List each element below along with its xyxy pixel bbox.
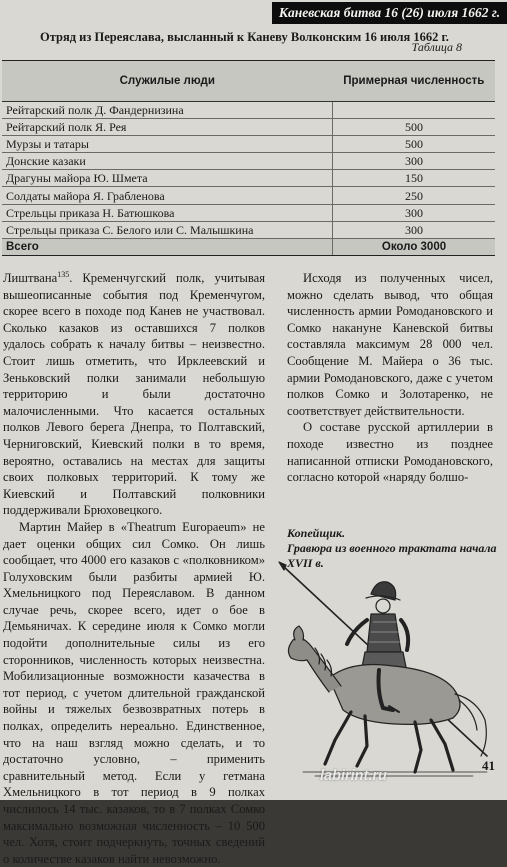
column-header-strength: Примерная численность xyxy=(333,61,496,102)
total-label: Всего xyxy=(2,238,333,255)
left-text-column xyxy=(3,270,265,867)
strength-cell: 150 xyxy=(333,170,496,187)
troops-table xyxy=(2,60,495,256)
strength-cell: 300 xyxy=(333,221,496,238)
strength-cell: 250 xyxy=(333,187,496,204)
table-row xyxy=(2,204,495,221)
caption-title: Копейщик. xyxy=(287,526,346,540)
column-header-units: Служилые люди xyxy=(2,61,333,102)
paragraph-text: . Кременчугский полк, учитывая вышеописанные события под Кременчугом, скорее всего в походе под Канев не участвовал. Сколько казаков из оставшихся 7 полков удалось собрать к началу битвы – неизвестно. Стоит лишь отметить, что Ирклеевский и Зеньковский полки занимали небольшую территорию и были достаточно малочисленными. Что касается остальных полков Левого берега Днепра, то Полтавский, Черниговский, Киевский полки в то время, вероятно, оставались на местах для защиты своих полковых территорий. К тому же Киевский и Полтавский полковники поддерживали Брюховецкого. xyxy=(3,271,265,518)
pikeman-engraving xyxy=(255,560,507,780)
unit-cell: Мурзы и татары xyxy=(2,136,333,153)
unit-cell: Драгуны майора Ю. Шмета xyxy=(2,170,333,187)
total-value: Около 3000 xyxy=(333,238,496,255)
strength-cell: 500 xyxy=(333,119,496,136)
table-total-row xyxy=(2,238,495,255)
caption-text: Гравюра из военного трактата начала XVII в. xyxy=(287,541,497,570)
unit-cell: Рейтарский полк Я. Рея xyxy=(2,119,333,136)
page-number: 41 xyxy=(482,758,495,773)
strength-cell: 500 xyxy=(333,136,496,153)
strength-cell: 300 xyxy=(333,153,496,170)
table-header-row xyxy=(2,61,495,102)
paragraph: Мартин Майер в «Theatrum Europaeum» не дает оценки общих сил Сомко. Он лишь сообщает, что 4000 его казаков с «полковником» Голуховским были разбиты армией Ю. Хмельницкого под Переяславом. В данном случае речь, скорее всего, идет о бое в Демьяничах. К середине июля к Сомко могли подойти дополнительные силы из его сторонников, численность которых неизвестна. Мобилизационные возможности казачества в тот период, с учетом длительной гражданской войны и тяжелых безвозвратных потерь в полках, определить нереально. Единственное, что на наш взгляд можно сделать, и то достаточно условно, – применить сравнительный метод. Если у гетмана Хмельницкого в тот период в 9 полках числилось 14 тыс. казаков, то в 7 полках Сомко максимально возможная численность – 10 500 чел. Хотя, стоит подчеркнуть, точных сведений о количестве казаков найти невозможно. xyxy=(3,519,265,866)
table-row xyxy=(2,170,495,187)
paragraph: О составе русской артиллерии в походе известно из позднее написанной отписки Ромодановского, согласно которой «наряду болшо- xyxy=(287,420,493,485)
table-row xyxy=(2,187,495,204)
footnote-ref: 135 xyxy=(57,269,70,279)
watermark-logo: labirint.ru xyxy=(320,768,387,784)
unit-cell: Стрельцы приказа С. Белого или С. Малышкина xyxy=(2,221,333,238)
table-row xyxy=(2,102,495,119)
table-row xyxy=(2,119,495,136)
unit-cell: Рейтарский полк Д. Фандернизина xyxy=(2,102,333,119)
table-row xyxy=(2,136,495,153)
paragraph xyxy=(3,270,265,519)
table-row xyxy=(2,221,495,238)
table-row xyxy=(2,153,495,170)
unit-cell: Донские казаки xyxy=(2,153,333,170)
paragraph-lead-word: Лиштвана xyxy=(3,271,58,285)
unit-cell: Стрельцы приказа Н. Батюшкова xyxy=(2,204,333,221)
strength-cell: 300 xyxy=(333,204,496,221)
strength-cell xyxy=(333,102,496,119)
table-title: Отряд из Переяслава, высланный к Каневу Волконским 16 июля 1662 г. xyxy=(40,30,449,44)
right-text-column xyxy=(287,270,493,486)
table-number: Таблица 8 xyxy=(411,40,462,54)
running-head: Каневская битва 16 (26) июля 1662 г. xyxy=(272,2,507,24)
paragraph: Исходя из полученных чисел, можно сделать вывод, что общая численность армии Ромодановского и Сомко накануне Каневской битвы составляла максимум 28 000 чел. Сообщение М. Майера о 36 тыс. армии Ромодановского, даже с учетом полков Сомко и Золотаренко, не соответствует действительности. xyxy=(287,271,493,418)
unit-cell: Солдаты майора Я. Грабленова xyxy=(2,187,333,204)
